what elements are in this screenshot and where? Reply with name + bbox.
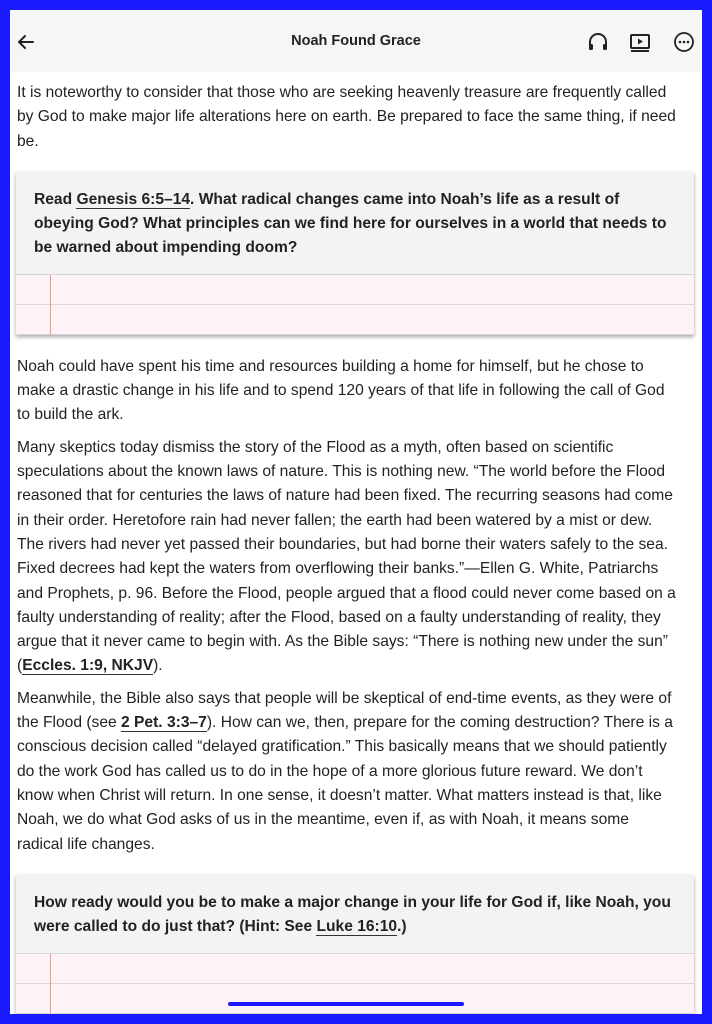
play-video-icon[interactable] xyxy=(628,30,652,54)
scripture-link-genesis[interactable]: Genesis 6:5–14 xyxy=(76,190,191,208)
note-line xyxy=(16,275,694,305)
page-title: Noah Found Grace xyxy=(291,33,421,49)
scripture-link-eccles[interactable]: Eccles. 1:9, NKJV xyxy=(22,657,154,675)
question-2-text: How ready would you be to make a major change in your life for God if, like Noah, you were called to do just that? (Hint: See Luke 16:10.) xyxy=(34,893,671,935)
note-line xyxy=(16,305,694,335)
intro-paragraph: It is noteworthy to consider that those who are seeking heavenly treasure are frequently called by God to make major life alterations here on earth. Be prepared to face the same thing, if need be. xyxy=(17,84,676,150)
top-bar xyxy=(10,10,702,72)
scripture-link-luke[interactable]: Luke 16:10 xyxy=(316,917,398,935)
paragraph-3: Meanwhile, the Bible also says that people will be skeptical of end-time events, as they were of the Flood (see 2 Pet. 3:3–7). How can we, then, prepare for the coming destruction? There is a conscious decision called “delayed gratification.” This basically means that we should patiently do the work God has called us to do in the hope of a more glorious future reward. We don’t know when Christ will return. In one sense, it doesn’t matter. What matters instead is that, like Noah, we do what God asks of us in the meantime, even if, as with Noah, it means some radical life changes. xyxy=(17,689,673,853)
lesson-content xyxy=(17,81,677,1014)
home-indicator[interactable] xyxy=(228,1002,464,1006)
scripture-link-2pet[interactable]: 2 Pet. 3:3–7 xyxy=(121,714,207,732)
notes-margin-line xyxy=(50,275,51,335)
question-1-text: Read Genesis 6:5–14. What radical changes came into Noah’s life as a result of obeying God? What principles can we find here for ourselves in a world that needs to be warned about impending doom? xyxy=(34,190,667,256)
note-line xyxy=(16,954,694,984)
app-window xyxy=(10,10,702,1014)
headphones-icon[interactable] xyxy=(586,30,610,54)
question-box-1 xyxy=(16,172,694,335)
question-box-2 xyxy=(16,875,694,1014)
notes-margin-line xyxy=(50,954,51,1014)
more-options-icon[interactable] xyxy=(672,30,696,54)
note-line xyxy=(16,984,694,1014)
paragraph-2: Many skeptics today dismiss the story of the Flood as a myth, often based on scientific speculations about the known laws of nature. This is nothing new. “The world before the Flood reasoned that for centuries the laws of nature had been fixed. The recurring seasons had come in their order. Heretofore rain had never fallen; the earth had been watered by a mist or dew. The rivers had never yet passed their boundaries, but had borne their waters safely to the sea. Fixed decrees had kept the waters from overflowing their banks.”—Ellen G. White, Patriarchs and Prophets, p. 96. Before the Flood, people argued that a flood could never come based on a faulty understanding of reality; after the Flood, based on a faulty understanding of reality, they argue that it never came to begin with. As the Bible says: “There is nothing new under the sun” (Eccles. 1:9, NKJV). xyxy=(17,438,676,675)
notes-area-1[interactable] xyxy=(16,274,694,335)
paragraph-1: Noah could have spent his time and resources building a home for himself, but he chose to make a drastic change in his life and to spend 120 years of that life in following the call of God to build the ark. xyxy=(17,357,665,424)
